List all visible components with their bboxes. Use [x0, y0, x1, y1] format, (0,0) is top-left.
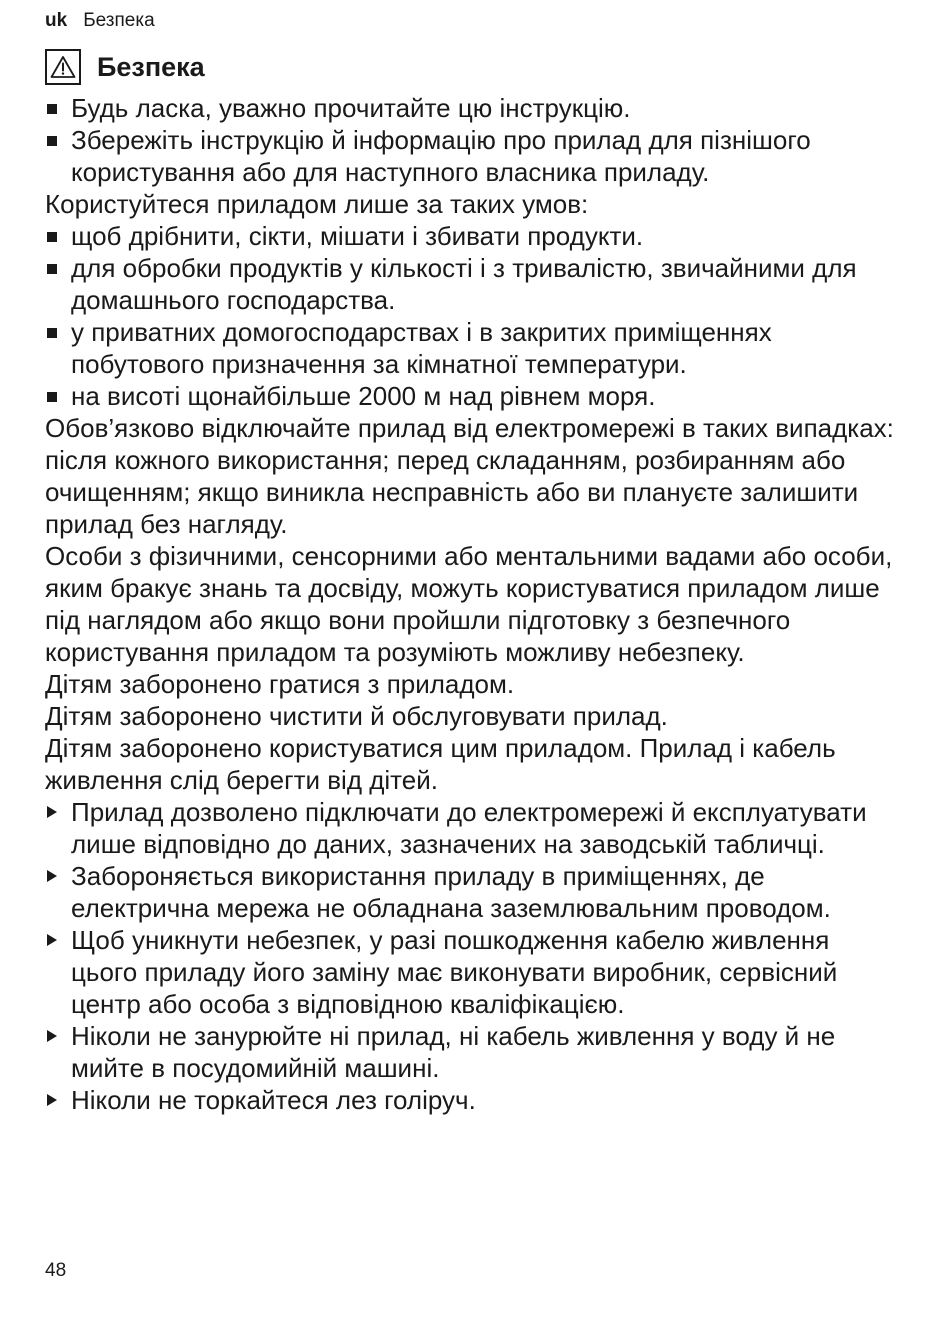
paragraph: Особи з фізичними, сенсорними або ментальними вадами або особи, яким бракує знань та досвіду, можуть користуватися приладом лише під наглядом або якщо вони пройшли підготовку з безпечного користування приладом та розуміють можливу небезпеку. — [45, 541, 893, 667]
instruction-item — [45, 1020, 895, 1084]
instruction-text: Щоб уникнути небезпек, у разі пошкодження кабелю живлення цього приладу його заміну має виконувати виробник, сервісний центр або особа з відповідною кваліфікацією. — [71, 925, 838, 1019]
warning-triangle-icon — [45, 49, 81, 85]
instruction-text: Забороняється використання приладу в приміщеннях, де електрична мережа не обладнана заземлювальним проводом. — [71, 861, 831, 923]
instruction-item — [45, 1084, 895, 1116]
square-bullet-icon — [47, 104, 57, 114]
list-item — [45, 316, 895, 380]
list-item-text: на висоті щонайбільше 2000 м над рівнем моря. — [71, 381, 656, 411]
triangle-arrow-icon — [47, 806, 57, 818]
triangle-arrow-icon — [47, 934, 57, 946]
paragraph: Дітям заборонено чистити й обслуговувати прилад. — [45, 701, 668, 731]
instruction-item — [45, 796, 895, 860]
list-item — [45, 252, 895, 316]
section-title — [45, 49, 205, 85]
triangle-arrow-icon — [47, 1094, 57, 1106]
list-item-text: Будь ласка, уважно прочитайте цю інструкцію. — [71, 93, 631, 123]
header-section-name: Безпека — [83, 10, 155, 31]
square-bullet-icon — [47, 264, 57, 274]
square-bullet-icon — [47, 232, 57, 242]
list-item-text: для обробки продуктів у кількості і з тривалістю, звичайними для домашнього господарства. — [71, 253, 857, 315]
list-item — [45, 380, 895, 412]
language-code: uk — [45, 10, 68, 31]
list-item — [45, 92, 895, 124]
instruction-text: Ніколи не занурюйте ні прилад, ні кабель живлення у воду й не мийте в посудомийній машині. — [71, 1021, 836, 1083]
square-bullet-icon — [47, 328, 57, 338]
square-bullet-icon — [47, 392, 57, 402]
instruction-text: Ніколи не торкайтеся лез голіруч. — [71, 1085, 476, 1115]
instruction-item — [45, 924, 895, 1020]
paragraph: Дітям заборонено користуватися цим приладом. Прилад і кабель живлення слід берегти від дітей. — [45, 733, 836, 795]
paragraph: Дітям заборонено гратися з приладом. — [45, 669, 515, 699]
triangle-arrow-icon — [47, 870, 57, 882]
triangle-arrow-icon — [47, 1030, 57, 1042]
instruction-item — [45, 860, 895, 924]
list-item-text: Збережіть інструкцію й інформацію про прилад для пізнішого користування або для наступного власника приладу. — [71, 125, 811, 187]
square-bullet-icon — [47, 136, 57, 146]
list-item-text: щоб дрібнити, сікти, мішати і збивати продукти. — [71, 221, 644, 251]
safety-content — [45, 92, 895, 1116]
section-heading: Безпека — [97, 52, 205, 82]
page-number: 48 — [45, 1260, 67, 1281]
conditions-intro: Користуйтеся приладом лише за таких умов: — [45, 189, 589, 219]
paragraph: Обов’язково відключайте прилад від електромережі в таких випадках: після кожного використання; перед складанням, розбиранням або очищенням; якщо виникла несправність або ви плануєте залишити прилад без нагляду. — [45, 413, 894, 539]
list-item-text: у приватних домогосподарствах і в закритих приміщеннях побутового призначення за кімнатної температури. — [71, 317, 772, 379]
instruction-text: Прилад дозволено підключати до електромережі й експлуатувати лише відповідно до даних, зазначених на заводській табличці. — [71, 797, 867, 859]
list-item — [45, 124, 895, 188]
list-item — [45, 220, 895, 252]
page-header — [45, 9, 155, 33]
